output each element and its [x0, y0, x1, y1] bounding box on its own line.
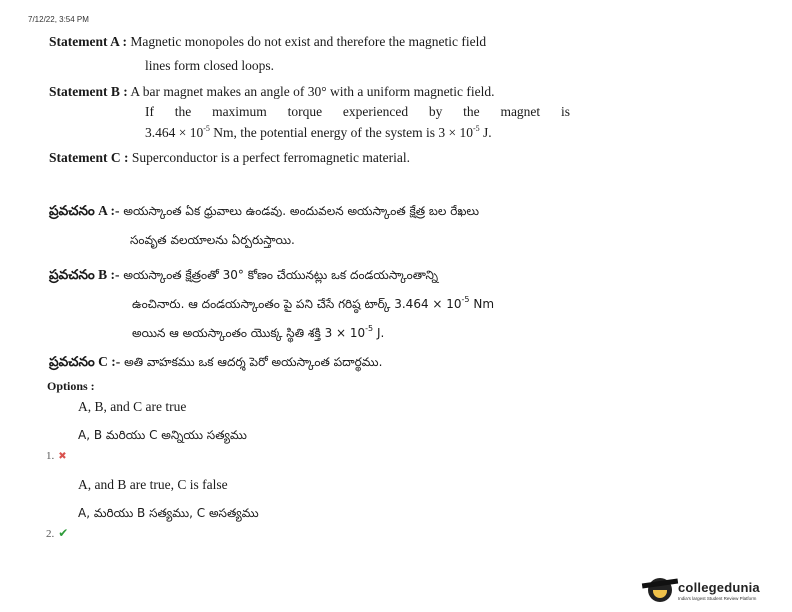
- telugu-b-text-3: [132, 325, 384, 341]
- options-heading: Options :: [47, 379, 95, 393]
- word: If: [145, 104, 154, 119]
- word: magnet: [500, 104, 541, 119]
- statement-a-text-1: Magnetic monopoles do not exist and therefore the magnetic field: [130, 34, 487, 49]
- collegedunia-logo: [648, 578, 760, 602]
- word: by: [428, 104, 443, 119]
- statement-b-text-3: [145, 125, 492, 141]
- option-2-english[interactable]: A, and B are true, C is false: [78, 477, 228, 492]
- text-part: J.: [479, 125, 492, 140]
- telugu-a-text-2: సంవృత వలయాలను ఏర్పరుస్తాయి.: [130, 233, 295, 247]
- option-1-number: 1.: [46, 450, 55, 462]
- word: maximum: [212, 104, 267, 119]
- exponent: -5: [365, 324, 374, 333]
- telugu-a-text-1: అయస్కాంత ఏక ధ్రువాలు ఉండవు. అందువలన అయస్కాంత క్షేత్ర బల రేఖలు: [123, 204, 480, 218]
- statement-b: [49, 84, 495, 100]
- telugu-c-text: అతి వాహకము ఒక ఆదర్శ పెరో అయస్కాంత పదార్థము.: [124, 355, 383, 369]
- option-1-english[interactable]: A, B, and C are true: [78, 399, 187, 414]
- word: torque: [287, 104, 323, 119]
- text-part: Nm: [469, 297, 495, 311]
- word: the: [174, 104, 192, 119]
- text-part: 3.464 × 10: [145, 125, 204, 140]
- statement-a-text-2: lines form closed loops.: [145, 58, 274, 73]
- telugu-c-label: ప్రవచనం C :-: [49, 354, 121, 369]
- statement-a: [49, 34, 486, 50]
- option-2-number: 2.: [46, 528, 55, 540]
- exponent: -5: [203, 123, 210, 133]
- telugu-b-text-2: [132, 296, 494, 312]
- cross-icon: ✖: [58, 451, 67, 462]
- option-1-marker: [46, 446, 67, 464]
- telugu-statement-a: [49, 203, 479, 219]
- graduate-cap-icon: [648, 578, 672, 602]
- telugu-b-label: ప్రవచనం B :-: [49, 267, 120, 282]
- telugu-statement-b: [49, 267, 438, 283]
- word: experienced: [342, 104, 409, 119]
- statement-c-text: Superconductor is a perfect ferromagnetic material.: [131, 150, 410, 165]
- text-part: ఉంచినారు. ఆ దండయస్కాంతం పై పని చేసే గరిష్ఠ టార్క్ 3.464 × 10: [132, 297, 462, 311]
- statement-a-label: Statement A :: [49, 34, 127, 49]
- word: the: [463, 104, 480, 119]
- statement-c-label: Statement C :: [49, 150, 129, 165]
- telugu-a-label: ప్రవచనం A :-: [49, 203, 120, 218]
- check-icon: ✔: [58, 526, 69, 540]
- text-part: J.: [373, 326, 385, 340]
- text-part: Nm, the potential energy of the system is 3 × 10: [209, 125, 473, 140]
- timestamp: 7/12/22, 3:54 PM: [28, 15, 89, 24]
- statement-b-text-2: [145, 104, 570, 120]
- statement-c: [49, 150, 410, 166]
- telugu-statement-c: [49, 354, 382, 370]
- statement-b-label: Statement B :: [49, 84, 128, 99]
- logo-name: collegedunia: [678, 579, 760, 595]
- telugu-b-text-1: అయస్కాంత క్షేత్రంతో 30° కోణం చేయునట్లు ఒక దండయస్కాంతాన్ని: [123, 268, 439, 282]
- word: is: [560, 104, 570, 119]
- exponent: -5: [473, 123, 480, 133]
- text-part: అయిన ఆ అయస్కాంతం యొక్క స్థితి శక్తి 3 × 10: [132, 326, 366, 340]
- statement-b-text-1: A bar magnet makes an angle of 30° with a uniform magnetic field.: [130, 84, 495, 99]
- logo-tagline: India's largest Student Review Platform: [678, 595, 757, 601]
- exponent: -5: [461, 295, 470, 304]
- option-1-telugu[interactable]: A, B మరియు C అన్నియు సత్యము: [78, 428, 247, 442]
- option-2-telugu[interactable]: A, మరియు B సత్యము, C అసత్యము: [78, 506, 259, 520]
- option-2-marker: [46, 524, 68, 542]
